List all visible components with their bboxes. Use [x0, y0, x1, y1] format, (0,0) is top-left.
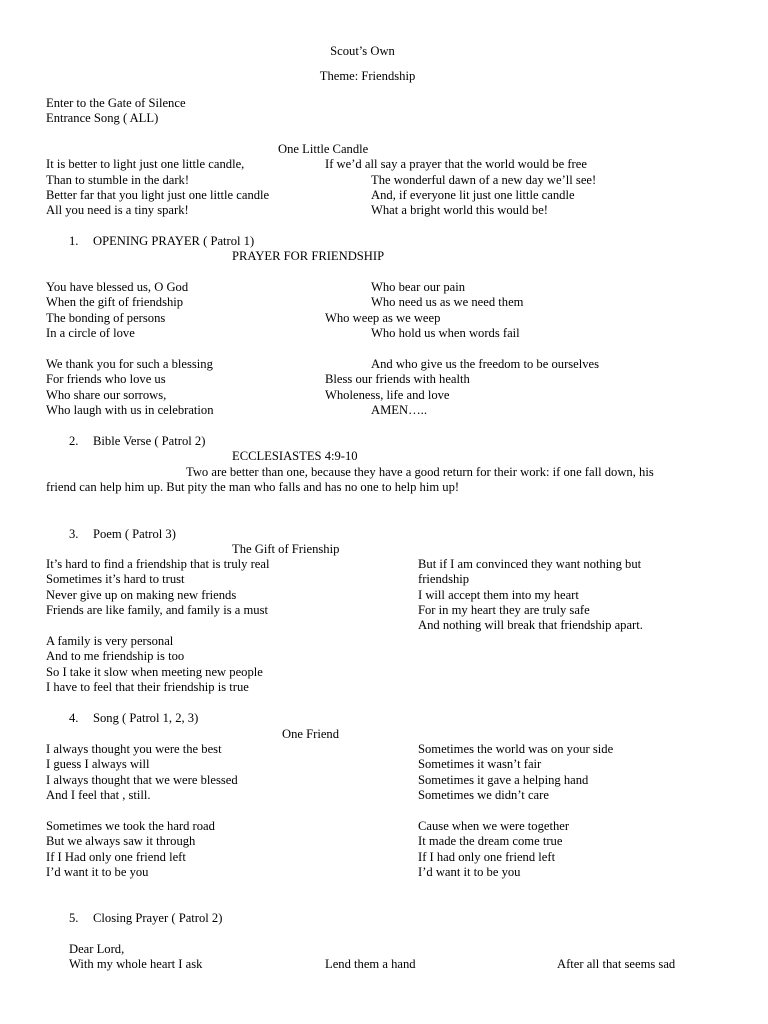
- candle-right-line: And, if everyone lit just one little candle: [371, 188, 575, 202]
- verse-line-1: Two are better than one, because they have a good return for their work: if one fall down, his: [186, 465, 654, 479]
- candle-left-line: All you need is a tiny spark!: [46, 203, 189, 217]
- song-right-line: If I had only one friend left: [418, 850, 556, 864]
- candle-left-line: It is better to light just one little candle,: [46, 157, 245, 171]
- candle-song-title: One Little Candle: [278, 142, 369, 156]
- poem-right-line: I will accept them into my heart: [418, 588, 579, 602]
- section-number: 2.: [69, 434, 79, 448]
- prayer-left-line: You have blessed us, O God: [46, 280, 189, 294]
- intro-line-1: Enter to the Gate of Silence: [46, 96, 186, 110]
- section-title-song: Song ( Patrol 1, 2, 3): [93, 711, 199, 725]
- section-title-bible-verse: Bible Verse ( Patrol 2): [93, 434, 206, 448]
- poem-left-line: A family is very personal: [46, 634, 174, 648]
- poem-left-line: It’s hard to find a friendship that is truly real: [46, 557, 270, 571]
- song-left-line: I always thought that we were blessed: [46, 773, 238, 787]
- prayer-left-line: In a circle of love: [46, 326, 135, 340]
- poem-right-line: And nothing will break that friendship apart.: [418, 618, 643, 632]
- closing-col-2: Lend them a hand: [325, 957, 416, 971]
- poem-left-line: Never give up on making new friends: [46, 588, 237, 602]
- song-left-line: And I feel that , still.: [46, 788, 151, 802]
- closing-greeting: Dear Lord,: [69, 942, 125, 956]
- poem-right-line: For in my heart they are truly safe: [418, 603, 590, 617]
- section-number: 3.: [69, 527, 79, 541]
- section-title-poem: Poem ( Patrol 3): [93, 527, 176, 541]
- poem-left-line: So I take it slow when meeting new people: [46, 665, 263, 679]
- candle-left-line: Better far that you light just one little candle: [46, 188, 270, 202]
- prayer-right-line: And who give us the freedom to be ourselves: [371, 357, 600, 371]
- song-right-line: Cause when we were together: [418, 819, 570, 833]
- closing-col-1: With my whole heart I ask: [69, 957, 203, 971]
- bible-reference: ECCLESIASTES 4:9-10: [232, 449, 358, 463]
- poem-right-line: friendship: [418, 572, 470, 586]
- song-right-line: Sometimes it wasn’t fair: [418, 757, 542, 771]
- song-left-line: But we always saw it through: [46, 834, 196, 848]
- poem-title: The Gift of Frienship: [232, 542, 340, 556]
- candle-left-line: Than to stumble in the dark!: [46, 173, 190, 187]
- prayer-for-friendship-title: PRAYER FOR FRIENDSHIP: [232, 249, 385, 263]
- prayer-left-line: For friends who love us: [46, 372, 166, 386]
- poem-left-line: Sometimes it’s hard to trust: [46, 572, 185, 586]
- section-title-opening-prayer: OPENING PRAYER ( Patrol 1): [93, 234, 255, 248]
- song-right-line: Sometimes we didn’t care: [418, 788, 549, 802]
- song-right-line: Sometimes it gave a helping hand: [418, 773, 589, 787]
- prayer-right-line: Who bear our pain: [371, 280, 466, 294]
- prayer-left-line: The bonding of persons: [46, 311, 166, 325]
- poem-left-line: And to me friendship is too: [46, 649, 185, 663]
- prayer-left-line: We thank you for such a blessing: [46, 357, 213, 371]
- prayer-right-line: Wholeness, life and love: [325, 388, 450, 402]
- candle-right-line: What a bright world this would be!: [371, 203, 548, 217]
- song-left-line: I always thought you were the best: [46, 742, 222, 756]
- prayer-right-line: Who hold us when words fail: [371, 326, 520, 340]
- doc-theme: Theme: Friendship: [319, 69, 416, 83]
- section-number: 4.: [69, 711, 79, 725]
- section-title-closing-prayer: Closing Prayer ( Patrol 2): [93, 911, 223, 925]
- candle-right-line: The wonderful dawn of a new day we’ll see!: [371, 173, 597, 187]
- song-title: One Friend: [282, 727, 340, 741]
- song-right-line: I’d want it to be you: [418, 865, 521, 879]
- section-number: 5.: [69, 911, 79, 925]
- intro-line-2: Entrance Song ( ALL): [46, 111, 159, 125]
- prayer-right-line: AMEN…..: [371, 403, 427, 417]
- doc-title: Scout’s Own: [330, 44, 395, 58]
- poem-left-line: Friends are like family, and family is a must: [46, 603, 268, 617]
- prayer-left-line: When the gift of friendship: [46, 295, 184, 309]
- candle-right-line: If we’d all say a prayer that the world would be free: [325, 157, 587, 171]
- closing-col-3: After all that seems sad: [557, 957, 676, 971]
- prayer-right-line: Who need us as we need them: [371, 295, 524, 309]
- song-left-line: I’d want it to be you: [46, 865, 149, 879]
- section-number: 1.: [69, 234, 79, 248]
- song-left-line: If I Had only one friend left: [46, 850, 186, 864]
- song-left-line: Sometimes we took the hard road: [46, 819, 215, 833]
- prayer-right-line: Bless our friends with health: [325, 372, 470, 386]
- verse-line-2: friend can help him up. But pity the man who falls and has no one to help him up!: [46, 480, 460, 494]
- song-right-line: Sometimes the world was on your side: [418, 742, 614, 756]
- prayer-left-line: Who share our sorrows,: [46, 388, 167, 402]
- poem-right-line: But if I am convinced they want nothing but: [418, 557, 642, 571]
- prayer-right-line: Who weep as we weep: [325, 311, 441, 325]
- poem-left-line: I have to feel that their friendship is true: [46, 680, 249, 694]
- song-left-line: I guess I always will: [46, 757, 150, 771]
- prayer-left-line: Who laugh with us in celebration: [46, 403, 214, 417]
- song-right-line: It made the dream come true: [418, 834, 563, 848]
